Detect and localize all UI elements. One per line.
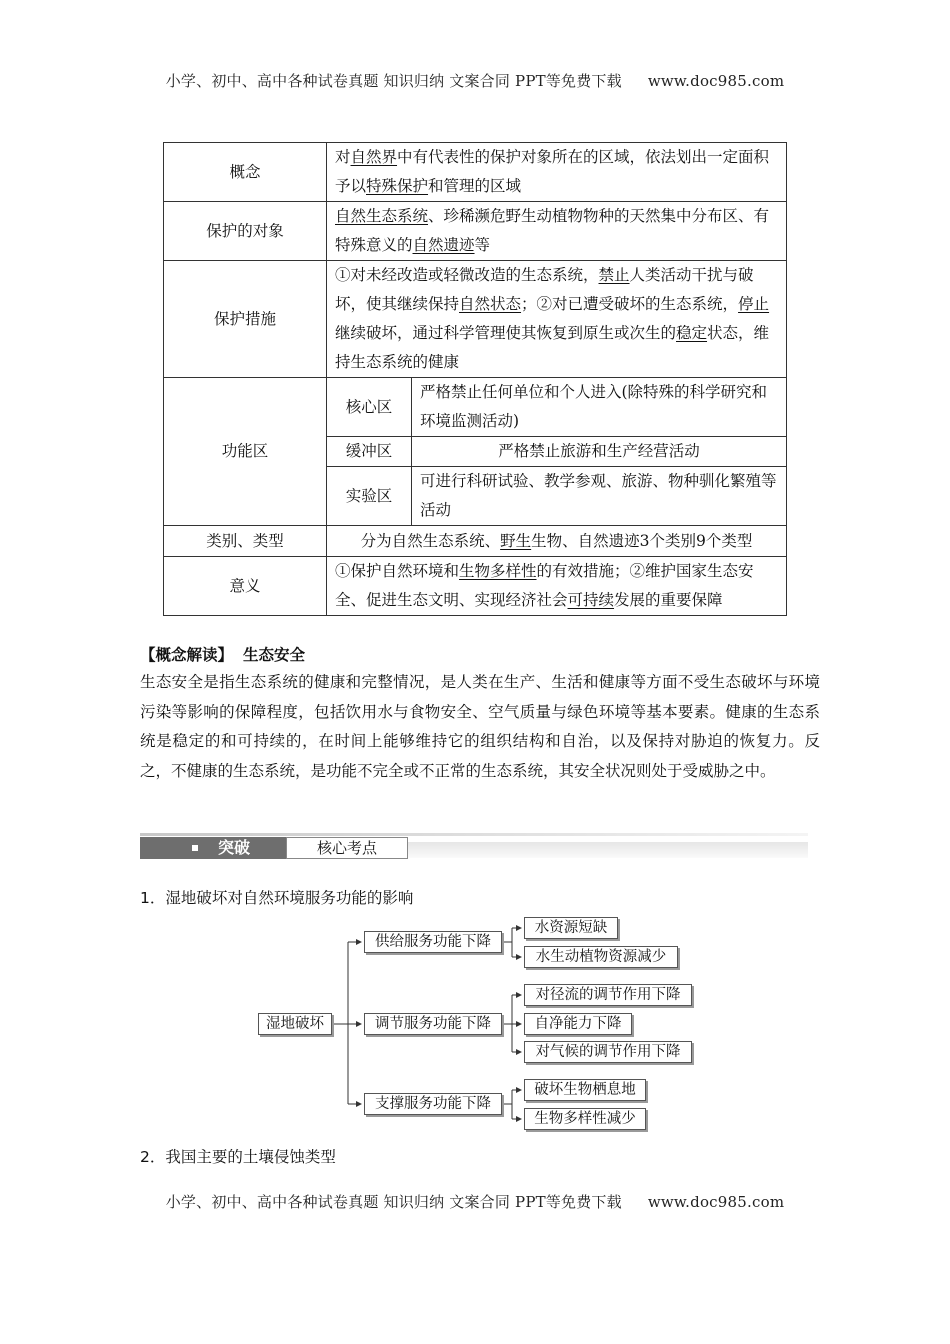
diagram-leaf: 自净能力下降 [524, 1013, 632, 1035]
footer-url: www.doc985.com [647, 1193, 785, 1211]
row-label: 保护措施 [164, 261, 327, 378]
diagram-leaf: 生物多样性减少 [524, 1108, 646, 1130]
section-heading-1: 1．湿地破坏对自然环境服务功能的影响 [140, 889, 414, 907]
row-content: 对自然界中有代表性的保护对象所在的区域，依法划出一定面积予以特殊保护和管理的区域 [327, 143, 787, 202]
row-label: 功能区 [164, 378, 327, 526]
sub-label: 实验区 [327, 467, 412, 526]
sub-content: 严格禁止任何单位和个人进入(除特殊的科学研究和环境监测活动) [412, 378, 787, 437]
sub-content: 严格禁止旅游和生产经营活动 [412, 437, 787, 467]
concept-explanation-body: 生态安全是指生态系统的健康和完整情况，是人类在生产、生活和健康等方面不受生态破坏与环境污染等影响的保障程度，包括饮用水与食物安全、空气质量与绿色环境等基本要素。健康的生态系统是稳定的和可持续的，在时间上能够维持它的组织结构和自治，以及保持对胁迫的恢复力。反之，不健康的生态系统，是功能不完全或不正常的生态系统，其安全状况则处于受威胁之中。 [140, 673, 820, 780]
sub-label: 核心区 [327, 378, 412, 437]
diagram-root: 湿地破坏 [258, 1013, 332, 1035]
row-label: 概念 [164, 143, 327, 202]
page-footer [0, 1191, 950, 1212]
section-title: 生态安全 [243, 646, 306, 664]
row-content: 分为自然生态系统、野生生物、自然遗迹3个类别9个类型 [327, 526, 787, 557]
row-label: 意义 [164, 557, 327, 616]
diagram-leaf: 破坏生物栖息地 [524, 1079, 646, 1101]
diagram-regulate: 调节服务功能下降 [364, 1013, 502, 1035]
diagram-leaf: 对径流的调节作用下降 [524, 984, 692, 1006]
banner-dark-tab: 突破 [140, 837, 286, 859]
header-text: 小学、初中、高中各种试卷真题 知识归纳 文案合同 PPT等免费下载 [165, 72, 622, 90]
row-label: 保护的对象 [164, 202, 327, 261]
footer-text: 小学、初中、高中各种试卷真题 知识归纳 文案合同 PPT等免费下载 [165, 1193, 622, 1211]
diagram-leaf: 对气候的调节作用下降 [524, 1041, 692, 1063]
section-bracket: 【概念解读】 [140, 646, 234, 664]
header-url: www.doc985.com [647, 72, 785, 90]
diagram-support: 支撑服务功能下降 [364, 1093, 502, 1115]
section-heading-2: 2．我国主要的土壤侵蚀类型 [140, 1148, 336, 1166]
row-content: ①保护自然环境和生物多样性的有效措施；②维护国家生态安全、促进生态文明、实现经济社会可持续发展的重要保障 [327, 557, 787, 616]
diagram-leaf: 水资源短缺 [524, 917, 618, 939]
diagram-leaf: 水生动植物资源减少 [524, 946, 678, 968]
sub-content: 可进行科研试验、教学参观、旅游、物种驯化繁殖等活动 [412, 467, 787, 526]
row-label: 类别、类型 [164, 526, 327, 557]
sub-label: 缓冲区 [327, 437, 412, 467]
banner-light-tab: 核心考点 [286, 837, 408, 859]
row-content: ①对未经改造或轻微改造的生态系统，禁止人类活动干扰与破坏，使其继续保持自然状态；②对已遭受破坏的生态系统，停止继续破坏，通过科学管理使其恢复到原生或次生的稳定状态，维持生态系统的健康 [327, 261, 787, 378]
row-content: 自然生态系统、珍稀濒危野生动植物物种的天然集中分布区、有特殊意义的自然遗迹等 [327, 202, 787, 261]
diagram-supply: 供给服务功能下降 [364, 931, 502, 953]
